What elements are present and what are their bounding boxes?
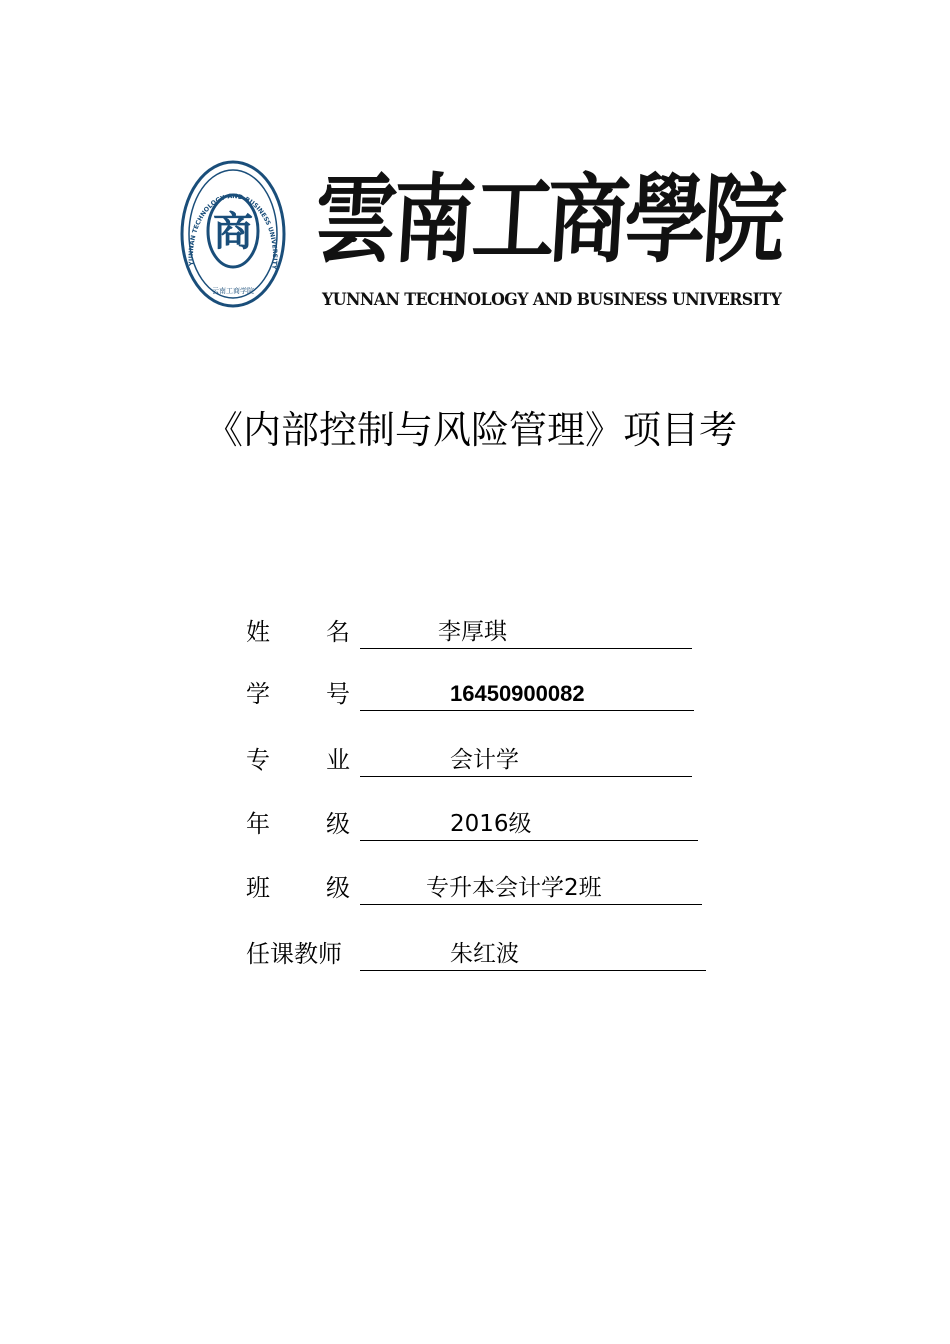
- info-label-char: 姓: [246, 618, 270, 646]
- calligraphy-char: 南: [389, 163, 479, 276]
- calligraphy-char: 工: [469, 163, 559, 276]
- info-label-char: 任课教师: [246, 940, 342, 968]
- calligraphy-char: 雲: [311, 163, 401, 276]
- info-label-char: 级: [326, 810, 350, 838]
- info-label-char: 年: [246, 810, 270, 838]
- info-value: 李厚琪: [438, 619, 507, 645]
- info-value-line: [360, 740, 692, 777]
- info-value: 朱红波: [450, 941, 519, 967]
- calligraphy-char: 商: [543, 163, 633, 276]
- info-label-char: 级: [326, 874, 350, 902]
- info-label-char: 号: [326, 680, 350, 708]
- info-label-char: 班: [246, 874, 270, 902]
- seal-ring-text: YUNNAN TECHNOLOGY AND BUSINESS UNIVERSITY: [187, 193, 279, 270]
- seal-inner-char: 商: [213, 208, 253, 255]
- info-value-line: [360, 868, 702, 905]
- calligraphy-char: 院: [699, 163, 789, 276]
- info-value-line: [360, 804, 698, 841]
- university-header: [180, 155, 789, 320]
- university-calligraphy-name: [311, 155, 789, 285]
- info-label-char: 专: [246, 746, 270, 774]
- info-label: [246, 808, 350, 840]
- info-label: [246, 938, 350, 970]
- info-value: 专升本会计学2班: [426, 875, 602, 901]
- info-value-line: [360, 674, 694, 711]
- info-label-char: 名: [326, 618, 350, 646]
- info-value: 2016级: [450, 811, 532, 837]
- info-label: [246, 616, 350, 648]
- info-label: [246, 744, 350, 776]
- info-label-char: 业: [326, 746, 350, 774]
- university-seal-icon: [180, 159, 286, 309]
- info-value-line: [360, 934, 706, 971]
- info-value-line: [360, 612, 692, 649]
- info-label: [246, 872, 350, 904]
- info-label: [246, 678, 350, 710]
- calligraphy-char: 學: [621, 163, 711, 276]
- info-value: 16450900082: [450, 681, 585, 706]
- info-value: 会计学: [450, 747, 519, 773]
- info-label-char: 学: [246, 680, 270, 708]
- university-name-en: YUNNAN TECHNOLOGY AND BUSINESS UNIVERSITY: [322, 290, 782, 310]
- document-title: 《内部控制与风险管理》项目考: [205, 408, 738, 452]
- seal-bottom-text: 云南工商学院: [212, 287, 254, 295]
